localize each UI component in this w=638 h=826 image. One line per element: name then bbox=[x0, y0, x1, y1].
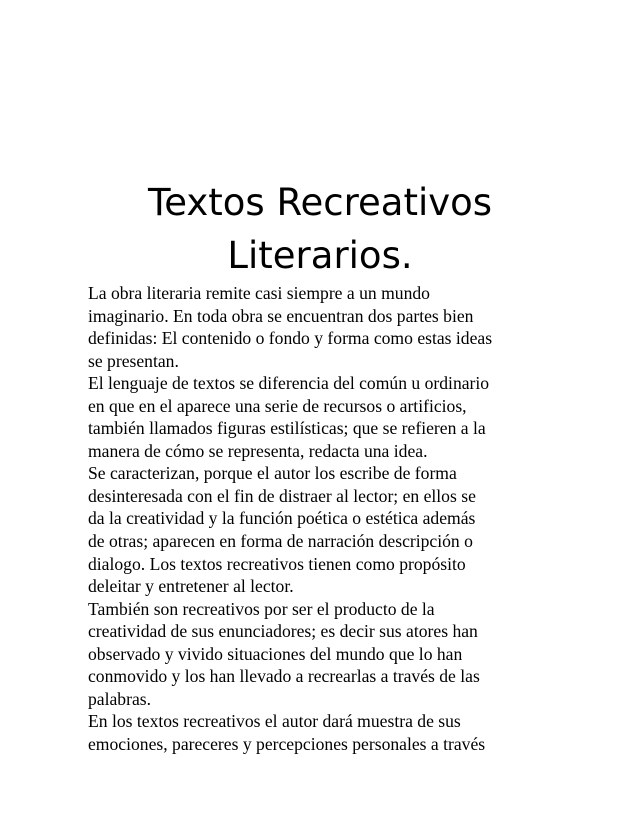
body-line: se presentan. bbox=[88, 350, 179, 371]
body-line: imaginario. En toda obra se encuentran dos partes bien bbox=[88, 305, 474, 326]
document-title bbox=[60, 176, 580, 282]
body-line: Se caracterizan, porque el autor los escribe de forma bbox=[88, 463, 457, 484]
title-line: Textos Recreativos bbox=[147, 181, 493, 224]
body-line: El lenguaje de textos se diferencia del común u ordinario bbox=[88, 373, 490, 394]
body-line: emociones, pareceres y percepciones personales a través bbox=[88, 733, 486, 754]
document-body bbox=[88, 282, 558, 755]
body-line: conmovido y los han llevado a recrearlas a través de las bbox=[88, 666, 480, 687]
body-line: desinteresada con el fin de distraer al lector; en ellos se bbox=[88, 485, 476, 506]
body-line: manera de cómo se representa, redacta una idea. bbox=[88, 440, 428, 461]
body-line: da la creatividad y la función poética o estética además bbox=[88, 508, 476, 529]
body-line: observado y vivido situaciones del mundo que lo han bbox=[88, 643, 463, 664]
body-line: en que en el aparece una serie de recursos o artificios, bbox=[88, 395, 467, 416]
body-line: también llamados figuras estilísticas; que se refieren a la bbox=[88, 418, 486, 439]
title-line: Literarios. bbox=[227, 234, 413, 277]
body-line: creatividad de sus enunciadores; es decir sus atores han bbox=[88, 621, 478, 642]
body-line: En los textos recreativos el autor dará muestra de sus bbox=[88, 711, 461, 732]
body-line: dialogo. Los textos recreativos tienen como propósito bbox=[88, 553, 466, 574]
body-line: definidas: El contenido o fondo y forma como estas ideas bbox=[88, 328, 493, 349]
body-line: palabras. bbox=[88, 688, 152, 709]
body-line: También son recreativos por ser el producto de la bbox=[88, 598, 435, 619]
body-line: La obra literaria remite casi siempre a un mundo bbox=[88, 283, 430, 303]
body-line: de otras; aparecen en forma de narración descripción o bbox=[88, 531, 473, 552]
body-line: deleitar y entretener al lector. bbox=[88, 576, 294, 597]
